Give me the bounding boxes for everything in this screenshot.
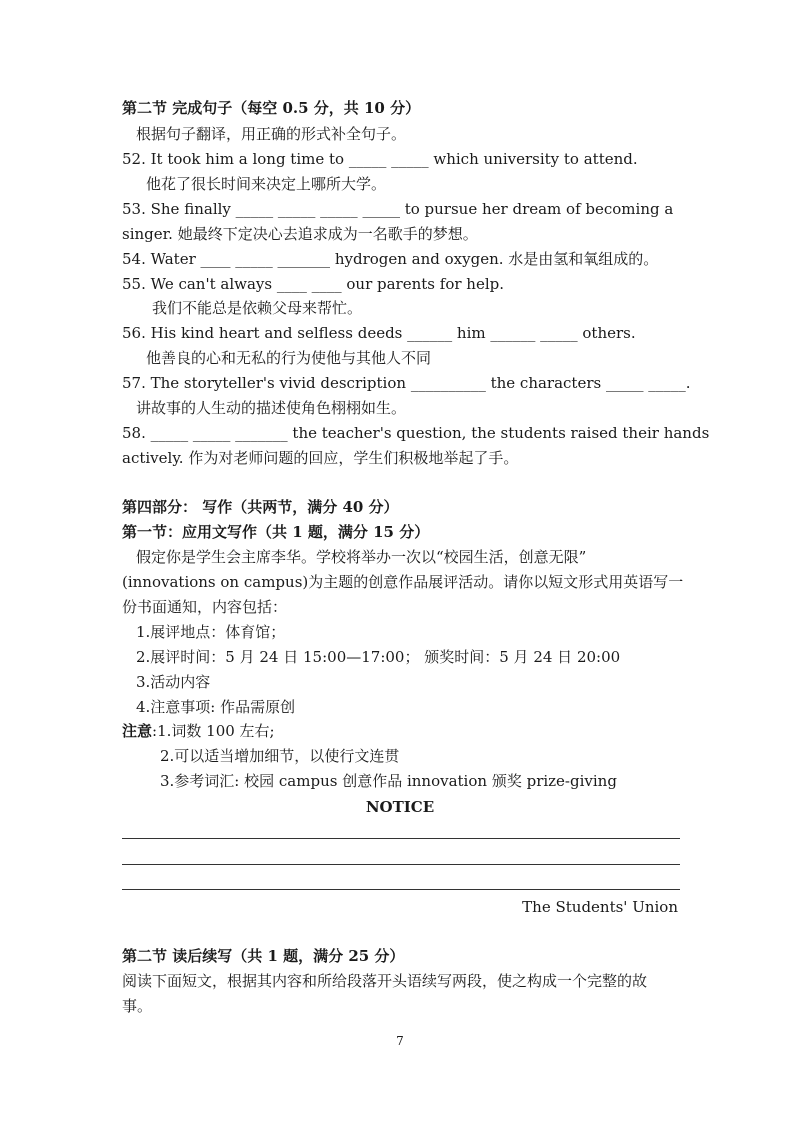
- item-53-en: 53. She finally _____ _____ _____ _____ to pursue her dream of becoming a: [122, 200, 674, 218]
- notes-first-line: [122, 721, 275, 741]
- item-55-zh: 我们不能总是依赖父母来帮忙。: [152, 299, 363, 317]
- item-56-zh: 他善良的心和无私的行为使他与其他人不同: [146, 349, 432, 367]
- signature: The Students' Union: [522, 898, 678, 916]
- section2-line-1: 阅读下面短文，根据其内容和所给段落开头语续写两段，使之构成一个完整的故: [122, 972, 648, 990]
- note-2: 2.可以适当增加细节，以使行文连贯: [160, 747, 400, 765]
- item-58-en-cont: actively. 作为对老师问题的回应，学生们积极地举起了手。: [122, 449, 519, 467]
- item-53-en-cont: singer. 她最终下定决心去追求成为一名歌手的梦想。: [122, 225, 478, 243]
- answer-line: [122, 889, 680, 890]
- note-1: :1.词数 100 左右;: [152, 722, 275, 740]
- point-2: 2.展评时间：5 月 24 日 15:00—17:00； 颁奖时间：5 月 24 日 20:00: [136, 648, 621, 666]
- notice-title: NOTICE: [365, 798, 435, 816]
- notes-label: 注意: [122, 722, 153, 740]
- section1-heading: 第一节：应用文写作（共 1 题，满分 15 分）: [122, 523, 430, 541]
- answer-line: [122, 864, 680, 865]
- item-57-en: 57. The storyteller's vivid description __________ the characters _____ _____.: [122, 374, 691, 392]
- item-52-en: 52. It took him a long time to _____ _____ which university to attend.: [122, 150, 638, 168]
- note-3: 3.参考词汇: 校园 campus 创意作品 innovation 颁奖 prize-giving: [160, 772, 617, 790]
- item-52-zh: 他花了很长时间来决定上哪所大学。: [146, 175, 387, 193]
- section2-heading: 第二节 读后续写（共 1 题，满分 25 分）: [122, 947, 405, 965]
- item-57-zh: 讲故事的人生动的描述使角色栩栩如生。: [136, 399, 407, 417]
- answer-line: [122, 838, 680, 839]
- prompt-line-1: 假定你是学生会主席李华。学校将举办一次以“校园生活，创意无限”: [136, 548, 587, 566]
- instruction-text: 根据句子翻译，用正确的形式补全句子。: [136, 125, 407, 143]
- item-58-en: 58. _____ _____ _______ the teacher's question, the students raised their hands: [122, 424, 710, 442]
- point-3: 3.活动内容: [136, 673, 211, 691]
- part4-heading: 第四部分： 写作（共两节，满分 40 分）: [122, 498, 399, 516]
- section-heading: 第二节 完成句子（每空 0.5 分，共 10 分）: [122, 99, 421, 117]
- point-1: 1.展评地点：体育馆；: [136, 623, 286, 641]
- point-4: 4.注意事项: 作品需原创: [136, 698, 296, 716]
- page-number: 7: [396, 1034, 404, 1048]
- prompt-line-3: 份书面通知，内容包括：: [122, 598, 288, 616]
- section2-line-2: 事。: [122, 997, 153, 1015]
- item-55-en: 55. We can't always ____ ____ our parents for help.: [122, 275, 504, 293]
- item-54-en: 54. Water ____ _____ _______ hydrogen and oxygen. 水是由氢和氧组成的。: [122, 250, 659, 268]
- prompt-line-2: (innovations on campus)为主题的创意作品展评活动。请你以短文形式用英语写一: [122, 573, 684, 591]
- item-56-en: 56. His kind heart and selfless deeds ______ him ______ _____ others.: [122, 324, 636, 342]
